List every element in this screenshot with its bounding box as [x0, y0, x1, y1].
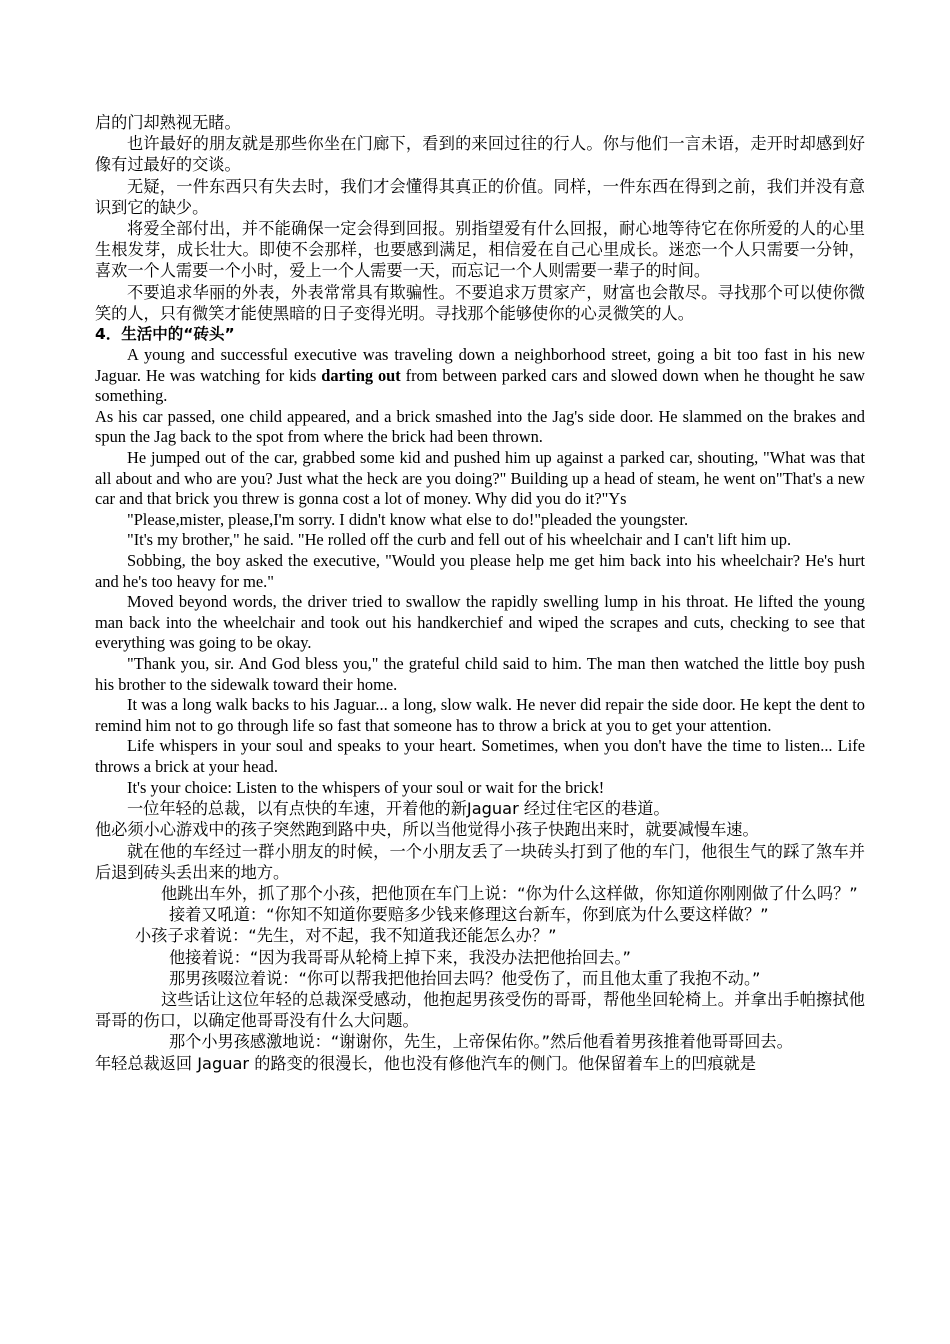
paragraph: 不要追求华丽的外表，外表常常具有欺骗性。不要追求万贯家产，财富也会散尽。寻找那个可以使你微笑的人，只有微笑才能使黑暗的日子变得光明。寻找那个能够使你的心灵微笑的人。 — [95, 282, 865, 323]
paragraph: As his car passed, one child appeared, and a brick smashed into the Jag's side door. He slammed on the brakes and spun the Jag back to the spot from where the brick had been thrown. — [95, 406, 865, 447]
paragraph: 启的门却熟视无睹。 — [95, 113, 241, 132]
paragraph: Life whispers in your soul and speaks to your heart. Sometimes, when you don't have the time to listen... Life throws a brick at your head. — [95, 736, 865, 776]
text-column — [95, 112, 865, 1074]
paragraph: 他接着说：“因为我哥哥从轮椅上掉下来，我没办法把他抬回去。” — [169, 947, 631, 967]
paragraph: "It's my brother," he said. "He rolled off the curb and fell out of his wheelchair and I can't lift him up. — [127, 530, 792, 550]
paragraph: 也许最好的朋友就是那些你坐在门廊下，看到的来回过往的行人。你与他们一言未语，走开时却感到好像有过最好的交谈。 — [95, 134, 865, 175]
paragraph: 这些话让这位年轻的总裁深受感动，他抱起男孩受伤的哥哥，帮他坐回轮椅上。并拿出手帕擦拭他哥哥的伤口，以确定他哥哥没有什么大问题。 — [95, 989, 865, 1031]
paragraph: 小孩子求着说：“先生，对不起，我不知道我还能怎么办？” — [135, 926, 557, 946]
paragraph: Sobbing, the boy asked the executive, "Would you please help me get him back into his wheelchair? He's hurt and he's too heavy for me." — [95, 550, 865, 591]
paragraph: 那男孩啜泣着说：“你可以帮我把他抬回去吗？他受伤了，而且他太重了我抱不动。” — [169, 968, 761, 988]
paragraph: "Thank you, sir. And God bless you," the grateful child said to him. The man then watched the little boy push his brother to the sidewalk toward their home. — [95, 653, 865, 694]
paragraph: It's your choice: Listen to the whispers of your soul or wait for the brick! — [127, 777, 605, 797]
bold-phrase: darting out — [321, 365, 401, 385]
paragraph: 他必须小心游戏中的孩子突然跑到路中央，所以当他觉得小孩子快跑出来时，就要减慢车速。 — [95, 820, 759, 840]
paragraph: Moved beyond words, the driver tried to swallow the rapidly swelling lump in his throat. He lifted the young man back into the wheelchair and took out his handkerchief and wiped the scrapes and cuts, checking to see that everything was going to be okay. — [95, 592, 865, 653]
text-run: A young and successful executive was traveling down a neighborhood street, going a bit too fast in his new Jaguar. He was watching for kids — [95, 345, 865, 385]
paragraph: "Please,mister, please,I'm sorry. I didn't know what else to do!"pleaded the youngster. — [127, 509, 689, 529]
paragraph: 他跳出车外，抓了那个小孩，把他顶在车门上说：“你为什么这样做，你知道你刚刚做了什么吗？” — [161, 883, 858, 903]
paragraph: 接着又吼道：“你知不知道你要赔多少钱来修理这台新车，你到底为什么要这样做？” — [169, 905, 769, 925]
text-run: from between parked cars and slowed down when he thought he saw something. — [95, 365, 865, 406]
paragraph: 年轻总裁返回 Jaguar 的路变的很漫长，他也没有修他汽车的侧门。他保留着车上的凹痕就是 — [95, 1053, 757, 1073]
paragraph: 那个小男孩感激地说：“谢谢你，先生，上帝保佑你。”然后他看着男孩推着他哥哥回去。 — [169, 1032, 793, 1052]
paragraph: 一位年轻的总裁，以有点快的车速，开着他的新Jaguar 经过住宅区的巷道。 — [127, 799, 670, 819]
paragraph: It was a long walk backs to his Jaguar... a long, slow walk. He never did repair the side door. He kept the dent to remind him not to go through life so fast that someone has to throw a brick at you to get your attention. — [95, 695, 865, 735]
paragraph: 无疑，一件东西只有失去时，我们才会懂得其真正的价值。同样，一件东西在得到之前，我们并没有意识到它的缺少。 — [95, 176, 865, 217]
paragraph: He jumped out of the car, grabbed some kid and pushed him up against a parked car, shouting, "What was that all about and who are you? Just what the heck are you doing?" Building up a head of steam, he went on"That's a new car and that brick you threw is gonna cost a lot of money. Why did you do it?"Ys — [95, 448, 865, 509]
paragraph: 将爱全部付出，并不能确保一定会得到回报。别指望爱有什么回报，耐心地等待它在你所爱的人的心里生根发芽，成长壮大。即使不会那样，也要感到满足，相信爱在自己心里成长。迷恋一个人只需要一分钟，喜欢一个人需要一个小时，爱上一个人需要一天，而忘记一个人则需要一辈子的时间。 — [95, 219, 865, 281]
section-heading: 4．生活中的“砖头” — [95, 325, 235, 344]
paragraph — [95, 345, 865, 407]
paragraph: 就在他的车经过一群小朋友的时候，一个小朋友丢了一块砖头打到了他的车门，他很生气的踩了煞车并后退到砖头丢出来的地方。 — [95, 841, 865, 882]
